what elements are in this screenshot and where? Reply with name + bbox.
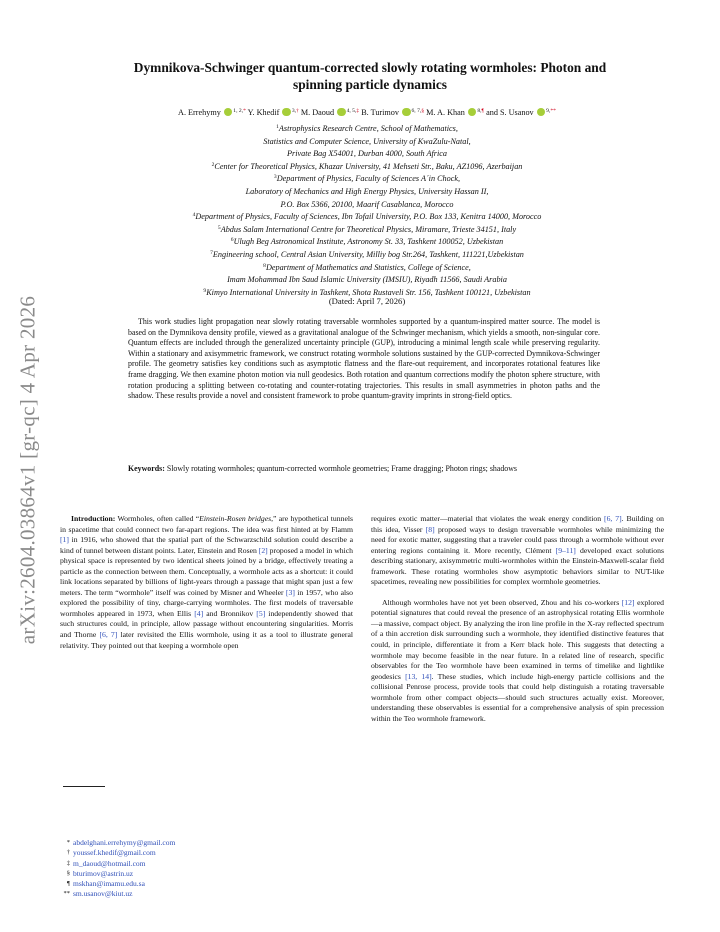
left-column: [60, 514, 353, 651]
footnote-mark: *: [66, 839, 70, 846]
orcid-icon[interactable]: [224, 108, 233, 117]
author-affil-sup: 4, 5,: [346, 108, 357, 114]
citation-link[interactable]: [9–11]: [555, 545, 576, 555]
affiliation-line: $^1$Astrophysics Research Centre, School of Mathematics,: [276, 124, 458, 133]
affiliation-line: $^9$Kimyo International University in Tashkent, Shota Rustaveli Str. 156, Tashkent 100121, Uzbekistan: [203, 287, 531, 297]
author-affil-sup: 3,: [291, 108, 297, 114]
footnote-list: [58, 838, 258, 900]
author-affil-sup: 9,: [546, 108, 551, 114]
citation-link[interactable]: [6, 7]: [99, 630, 118, 640]
email-link[interactable]: sm.usanov@kiut.uz: [73, 889, 133, 899]
dated-line: (Dated: April 7, 2026): [328, 296, 406, 306]
email-link[interactable]: m_daoud@hotmail.com: [73, 858, 146, 868]
footnote-divider: [63, 786, 105, 787]
affiliation-line: $^4$Department of Physics, Faculty of Sciences, Ibn Tofail University, P.O. Box 133, Kenitra 14000, Morocco: [192, 212, 542, 222]
footnote-mark[interactable]: ‡: [356, 108, 360, 114]
arxiv-identifier[interactable]: arXiv:2604.03864v1 [gr-qc] 4 Apr 2026: [15, 295, 40, 645]
affiliation-line: $^7$Engineering school, Central Asian University, Milliy bog Str.264, Tashkent, 111221,Uzbekistan: [210, 249, 524, 259]
email-link[interactable]: bturimov@astrin.uz: [73, 868, 134, 878]
footnote-mark[interactable]: **: [550, 108, 556, 114]
citation-link[interactable]: [8]: [425, 524, 435, 534]
email-link[interactable]: abdelghani.errehymy@gmail.com: [73, 838, 176, 847]
keywords: [128, 464, 600, 475]
intro-heading: Introduction:: [71, 514, 116, 523]
footnote-item: [58, 838, 258, 848]
author-name: B. Turimov: [361, 108, 399, 117]
footnote-item: [58, 889, 258, 899]
citation-link[interactable]: [4]: [194, 608, 204, 618]
body-paragraph: requires exotic matter—material that violates the weak energy condition [6, 7]. Building on this idea, Visser [8] proposed ways to design traversable wormholes while minimizing the need for exotic matter, suggesting that a traveler could pass through a wormhole without ever entering regions containing it. More recently, Clément [9–11] developed exact solutions describing stationary, axisymmetric multi-wormholes within the Einstein-Maxwell-scalar field framework. These rotating wormholes show asymptotic behaviors similar to NUT-like spacetimes, revealing new possibilities for complex wormhole geometries.: [371, 514, 664, 587]
footnote-item: [58, 879, 258, 889]
footnote-mark: ¶: [67, 880, 70, 888]
right-column: [371, 514, 664, 724]
citation-link[interactable]: [13, 14]: [405, 671, 432, 681]
arxiv-sidebar: [8, 270, 48, 670]
title-line: Dymnikova-Schwinger quantum-corrected slowly rotating wormholes: Photon and: [133, 60, 607, 75]
affiliation-line: Statistics and Computer Science, University of KwaZulu-Natal,: [263, 136, 471, 146]
author-name: A. Errehymy: [178, 108, 221, 117]
email-link[interactable]: youssef.khedif@gmail.com: [73, 848, 156, 858]
affiliation-line: P.O. Box 5366, 20100, Maarif Casablanca, Morocco: [280, 199, 454, 209]
keywords-label: Keywords:: [128, 464, 165, 473]
footnote-item: [58, 869, 258, 879]
footnote-item: [58, 859, 258, 869]
citation-link[interactable]: [2]: [258, 545, 268, 555]
author-list: [72, 106, 662, 118]
author-name: M. A. Khan: [426, 108, 465, 117]
orcid-icon[interactable]: [402, 108, 411, 117]
orcid-icon[interactable]: [537, 108, 546, 117]
email-link[interactable]: mskhan@imamu.edu.sa: [73, 879, 145, 889]
citation-link[interactable]: [1]: [60, 535, 69, 545]
authors-and: and: [486, 108, 498, 117]
affiliation-line: $^5$Abdus Salam International Centre for Theoretical Physics, Miramare, Trieste 34151, Italy: [217, 224, 517, 234]
footnote-mark: §: [66, 869, 70, 877]
intro-paragraph: Introduction: Wormholes, often called “Einstein-Rosen bridges,” are hypothetical tunnels in spacetime that could connect two far-apart regions. The idea was first hinted at by Flamm [1] in 1916, who showed that the spatial part of the Schwarzschild solution could describe a kind of tunnel between distant points. Later, Einstein and Rosen [2] proposed a model in which physical space is represented by two identical sheets joined by a bridge, effectively treating a particle as the connection between them. Conceptually, a wormhole acts as a shortcut: it could link locations separated by billions of light-years through a passage that might span just a few meters. The term “wormhole” itself was coined by Misner and Wheeler [3] in 1957, who also explored the possibility of tiny, charge-carrying wormholes. The first models of traversable wormholes appeared in 1973, when Ellis [4] and Bronnikov [5] independently showed that such structures could, in principle, allow passage without encountering singularities. Morris and Thorne [6, 7] later revisited the Ellis wormhole, using it as a tool to illustrate general relativity. They pointed out that keeping a wormhole open: [60, 514, 353, 650]
footnote-mark[interactable]: †: [296, 108, 299, 114]
footnote-mark[interactable]: §: [421, 108, 425, 114]
citation-link[interactable]: [5]: [256, 608, 266, 618]
author-affil-sup: 8,: [477, 108, 482, 114]
orcid-icon[interactable]: [468, 108, 477, 117]
affiliation-list: [70, 122, 664, 298]
citation-link[interactable]: [6, 7]: [604, 514, 622, 523]
affiliation-line: Imam Mohammad Ibn Saud Islamic University (IMSIU), Riyadh 11566, Saudi Arabia: [227, 275, 507, 285]
orcid-icon[interactable]: [282, 108, 291, 117]
affiliation-line: $^3$Department of Physics, Faculty of Sciences A´in Chock,: [273, 174, 461, 184]
body-paragraph: Although wormholes have not yet been observed, Zhou and his co-workers [12] explored potential signatures that could reveal the presence of an astrophysical rotating Ellis wormhole—a massive, compact object. By analyzing the iron line profile in the X-ray reflected spectrum of a thin accretion disk surrounding such a wormhole, they identified distinctive features that could, in principle, differentiate it from a Kerr black hole. This suggests that detecting a wormhole may become feasible in the near future. In a related line of research, specific observables for the Teo wormhole have been examined in terms of timelike and lightlike geodesics [13, 14]. These studies, which include high-energy particle collisions and the collisional Penrose process, provide tools that could help distinguish a rotating traversable wormhole from other compact objects—should such structures actually exist. Moreover, understanding these observables is essential for a comprehensive analysis of spin precession within the Teo wormhole framework.: [371, 597, 665, 723]
author-name: S. Usanov: [499, 108, 534, 117]
footnote-mark[interactable]: ¶: [481, 108, 485, 114]
footnote-mark: **: [63, 890, 70, 898]
citation-link[interactable]: [3]: [285, 587, 295, 597]
title-line: spinning particle dynamics: [292, 77, 448, 92]
author-name: Y. Khedif: [247, 108, 280, 117]
citation-link[interactable]: [12]: [621, 597, 635, 607]
author-name: M. Daoud: [300, 108, 335, 117]
affiliation-line: $^8$Department of Mathematics and Statistics, College of Science,: [263, 262, 471, 272]
affiliation-line: Laboratory of Mechanics and High Energy Physics, University Hassan II,: [245, 186, 489, 196]
footnote-mark: ‡: [66, 859, 70, 867]
affiliation-line: $^6$Ulugh Beg Astronomical Institute, Astronomy St. 33, Tashkent 100052, Uzbekistan: [230, 237, 504, 247]
keywords-text: Slowly rotating wormholes; quantum-corrected wormhole geometries; Frame dragging; Photon rings; shadows: [166, 464, 518, 473]
footnote-item: [58, 848, 258, 858]
orcid-icon[interactable]: [337, 108, 346, 117]
affiliation-line: $^2$Center for Theoretical Physics, Khazar University, 41 Mehseti Str., Baku, AZ1096, Azerbaijan: [211, 161, 523, 171]
footnote-mark: †: [66, 849, 70, 857]
author-affil-sup: 1, 2,: [233, 108, 244, 114]
footnote-mark[interactable]: *: [243, 108, 246, 114]
author-affil-sup: 6, 7,: [411, 108, 422, 114]
abstract: This work studies light propagation near slowly rotating traversable wormholes supported by a quantum-inspired matter source. The model is based on the Dymnikova density profile, viewed as a gravitational analogue of the Schwinger mechanism, which yields a smooth, non-singular core. Quantum effects are included through the generalized uncertainty principle (GUP), introducing a minimal length scale while preserving regularity. Within a stationary and axisymmetric framework, we construct rotating wormhole solutions sustained by the GUP-corrected Dymnikova-Schwinger profile. The geometry satisfies key conditions such as asymptotic flatness and the flare-out requirement, and incorporates rotational features like frame dragging. We then examine photon motion via null geodesics. Both rotation and quantum corrections modify the photon sphere structure, with rotation producing a splitting between co-rotating and counter-rotating trajectories. This results in small asymmetries in photon paths and the shadow. These results provide a novel and consistent framework to probe quantum-gravity imprints in strong-field optics.: [128, 317, 600, 401]
paper-title: [80, 59, 660, 93]
affiliation-line: Private Bag X54001, Durban 4000, South Africa: [287, 149, 447, 159]
